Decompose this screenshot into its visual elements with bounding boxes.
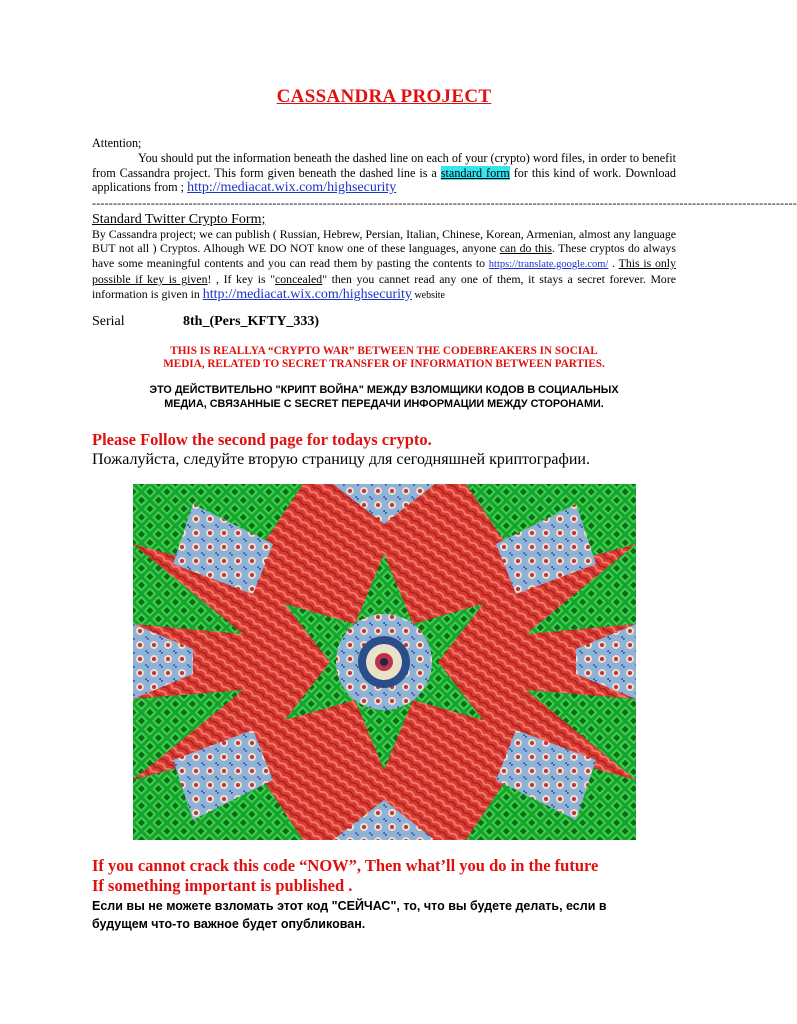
closing-en-line-2: If something important is published . — [92, 876, 353, 895]
form-text-4: ! , If key is " — [207, 272, 276, 287]
form-text-key-given: This is only possible if key is given — [92, 255, 676, 287]
closing-en-line-1: If you cannot crack this code “NOW”, Then what’ll you do in the future — [92, 856, 599, 875]
translate-link[interactable]: https://translate.google.com/ — [488, 258, 609, 270]
twitter-form-heading: Standard Twitter Crypto Form; — [92, 212, 266, 227]
crypto-mosaic-image — [133, 484, 636, 840]
follow-instruction-en: Please Follow the second page for todays crypto. — [92, 430, 432, 449]
serial-value: 8th_(Pers_KFTY_333) — [183, 314, 320, 329]
closing-ru-line-2: будущем что-то важное будет опубликован. — [92, 917, 366, 931]
closing-ru-line-1: Если вы не можете взломать этот код "СЕЙЧАС", то, что вы будете делать, если в — [92, 899, 607, 913]
dashed-separator: ------------------------------------------------------------------------------------------------------------------------------------------------------------------------ — [92, 196, 797, 210]
highsecurity-link[interactable]: http://mediacat.wix.com/highsecurity — [187, 180, 397, 196]
form-text-3: . — [608, 255, 619, 270]
warning-en-line-2: MEDIA, RELATED TO SECRET TRANSFER OF INFORMATION BETWEEN PARTIES. — [163, 358, 605, 370]
form-text-5: " then you cannet read any one of them, it stays a secret forever. More information is given in — [92, 272, 676, 301]
follow-instruction-ru: Пожалуйста, следуйте вторую страницу для сегодняшней криптографии. — [92, 451, 590, 468]
form-text-1: By Cassandra project; we can publish ( Russian, Hebrew, Persian, Italian, Chinese, Korean, Armenian, almost any language BUT not all ) Cryptos. Alhough WE DO NOT know one of these languages, anyone — [92, 227, 677, 256]
highsecurity-link-2[interactable]: http://mediacat.wix.com/highsecurity — [202, 286, 412, 302]
warning-ru-line-1: ЭТО ДЕЙСТВИТЕЛЬНО "КРИПТ ВОЙНА" МЕЖДУ ВЗЛОМЩИКИ КОДОВ В СОЦИАЛЬНЫХ — [149, 384, 619, 396]
twitter-form-body — [92, 227, 676, 303]
attention-text-mid: for this kind of work. Download applications from ; — [92, 165, 676, 195]
page-title: CASSANDRA PROJECT — [276, 86, 492, 107]
form-text-can-do: can do this — [499, 241, 552, 256]
standard-form-highlight: standard form — [440, 165, 510, 180]
form-text-website: website — [411, 289, 445, 301]
crypto-war-warning-ru — [92, 383, 676, 411]
attention-label: Attention; — [92, 136, 142, 150]
attention-text-start: You should put the information beneath the dashed line on each of your (crypto) word files, in order to benefit from Cassandra project. This form given beneath the dashed line is a — [92, 151, 676, 180]
closing-question-ru — [92, 897, 607, 933]
attention-paragraph — [92, 151, 676, 196]
form-text-concealed: concealed — [275, 272, 323, 287]
crypto-war-warning-en — [92, 345, 676, 371]
closing-question-en — [92, 856, 598, 896]
form-text-2: . These cryptos do always have some meaningful contents and you can read them by pasting the contents to — [92, 241, 676, 270]
warning-ru-line-2: МЕДИА, СВЯЗАННЫЕ С SECRET ПЕРЕДАЧИ ИНФОРМАЦИИ МЕЖДУ СТОРОНАМИ. — [164, 398, 604, 410]
serial-label: Serial — [92, 314, 125, 329]
warning-en-line-1: THIS IS REALLYA “CRYPTO WAR” BETWEEN THE CODEBREAKERS IN SOCIAL — [170, 345, 598, 357]
